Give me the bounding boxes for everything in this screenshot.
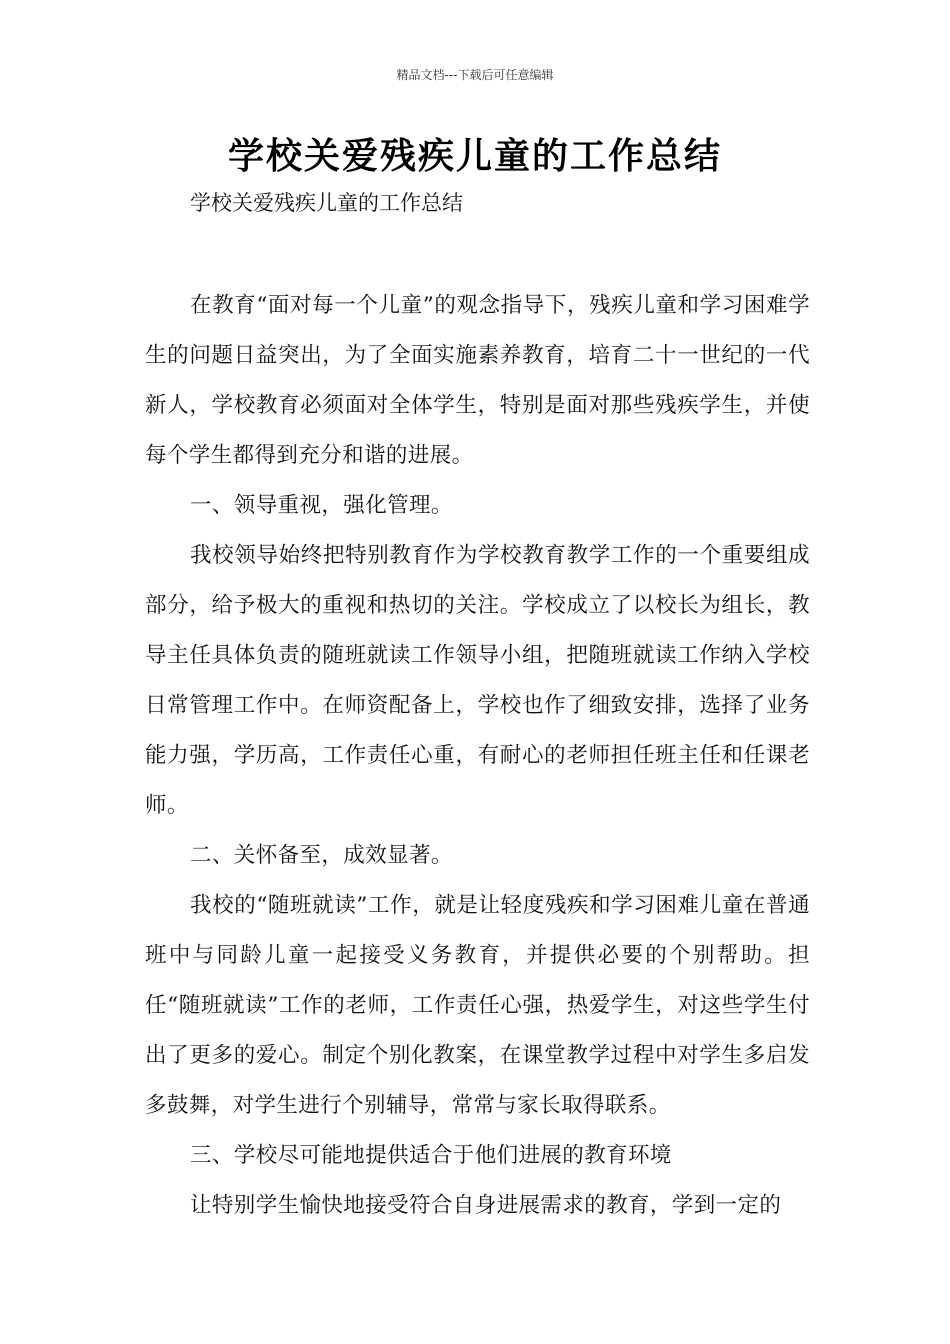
document-subtitle: 学校关爱残疾儿童的工作总结 — [190, 191, 463, 215]
document-title: 学校关爱残疾儿童的工作总结 — [227, 136, 722, 177]
section-1-paragraph: 我校领导始终把特别教育作为学校教育教学工作的一个重要组成部分，给予极大的重视和热切的关注。学校成立了以校长为组长，教导主任具体负责的随班就读工作领导小组，把随班就读工作纳入学校日常管理工作中。在师资配备上，学校也作了细致安排，选择了业务能力强，学历高，工作责任心重，有耐心的老师担任班主任和任课老师。 — [145, 543, 810, 818]
section-2-paragraph: 我校的“随班就读”工作，就是让轻度残疾和学习困难儿童在普通班中与同龄儿童一起接受义务教育，并提供必要的个别帮助。担任“随班就读”工作的老师，工作责任心强，热爱学生，对这些学生付出了更多的爱心。制定个别化教案，在课堂教学过程中对学生多启发多鼓舞，对学生进行个别辅导，常常与家长取得联系。 — [145, 893, 810, 1118]
section-heading-2: 二、关怀备至，成效显著。 — [190, 843, 453, 868]
document-body — [145, 281, 810, 1231]
header-note: 精品文档---下载后可任意编辑 — [396, 68, 554, 82]
intro-paragraph: 在教育“面对每一个儿童”的观念指导下，残疾儿童和学习困难学生的问题日益突出，为了全面实施素养教育，培育二十一世纪的一代新人，学校教育必须面对全体学生，特别是面对那些残疾学生，并使每个学生都得到充分和谐的进展。 — [145, 293, 810, 468]
section-3-paragraph: 让特别学生愉快地接受符合自身进展需求的教育，学到一定的 — [190, 1193, 782, 1218]
section-heading-1: 一、领导重视，强化管理。 — [190, 493, 453, 518]
section-heading-3: 三、学校尽可能地提供适合于他们进展的教育环境 — [190, 1143, 672, 1168]
